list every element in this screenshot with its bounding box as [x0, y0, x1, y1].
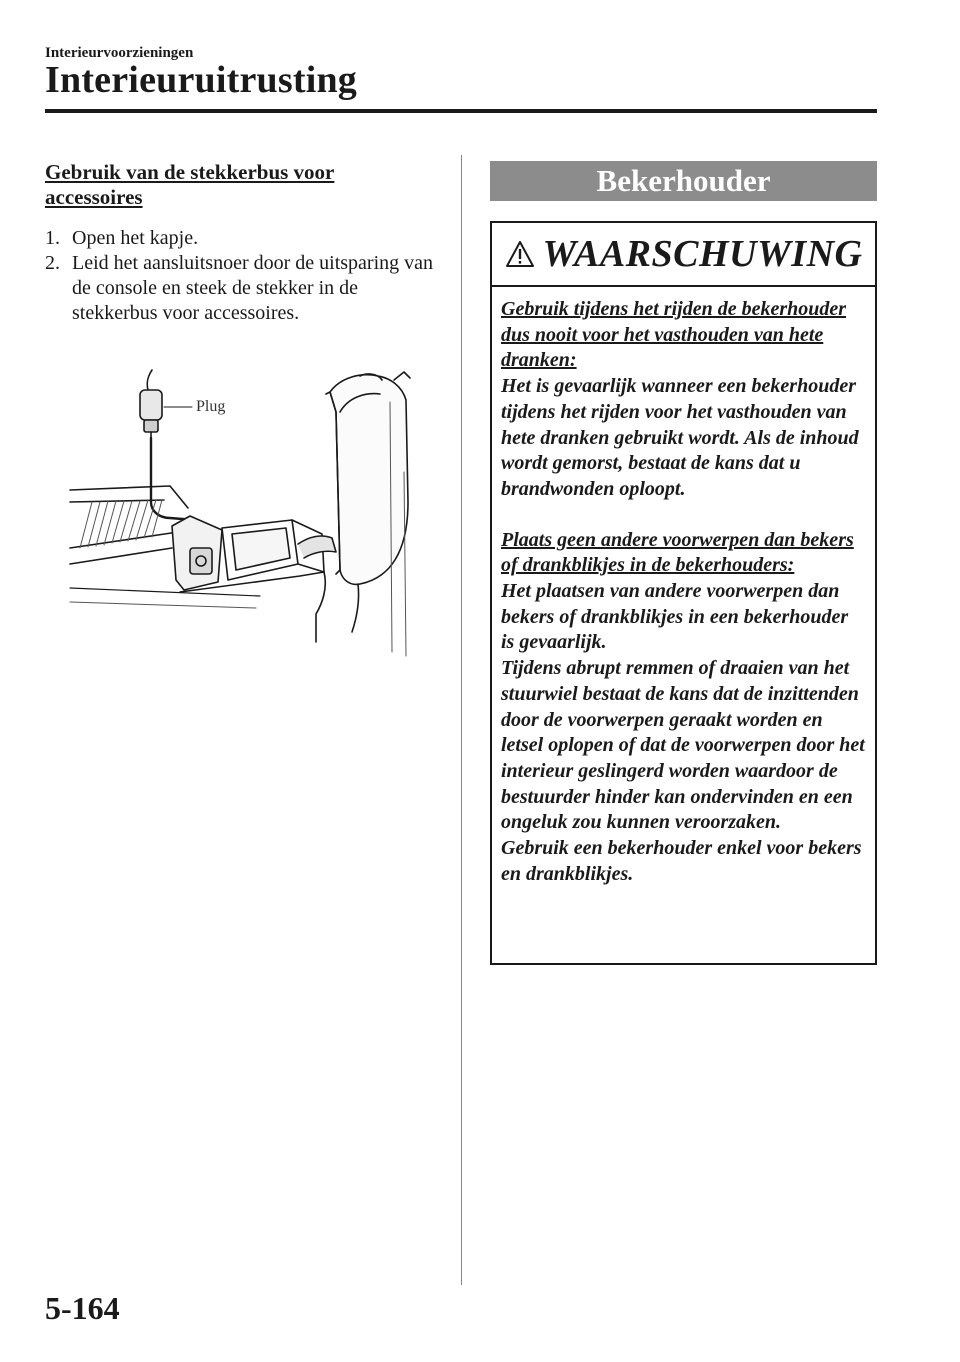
- warning-triangle-icon: [505, 240, 535, 268]
- left-column: [45, 160, 445, 326]
- step-number: 2.: [45, 252, 60, 274]
- page-title: Interieuruitrusting: [45, 59, 358, 101]
- step-text: Leid het aansluitsnoer door de uitsparing van de console en steek de stekker in de stekkerbus voor accessoires.: [72, 252, 434, 324]
- warning-text: Gebruik een bekerhouder enkel voor bekers en drankblikjes.: [501, 837, 862, 885]
- step-item: [45, 226, 445, 251]
- steps-list: [45, 226, 445, 326]
- step-number: 1.: [45, 227, 60, 249]
- warning-subtitle-hot-drinks: Gebruik tijdens het rijden de bekerhouder dus nooit voor het vasthouden van hete dranken:: [501, 298, 847, 372]
- warning-text: Het is gevaarlijk wanneer een bekerhouder tijdens het rijden voor het vasthouden van hete dranken gebruikt wordt. Als de inhoud wordt gemorst, bestaat de kans dat u brandwonden oploopt.: [501, 375, 859, 500]
- column-divider: [461, 155, 462, 1285]
- header-rule: [45, 109, 877, 113]
- page-number: 5-164: [45, 1290, 120, 1326]
- warning-text: Het plaatsen van andere voorwerpen dan bekers of drankblikjes in een bekerhouder is gevaarlijk.: [501, 580, 849, 654]
- warning-subtitle-objects: Plaats geen andere voorwerpen dan bekers of drankblikjes in de bekerhouders:: [501, 528, 854, 577]
- console-socket-illustration: [60, 352, 420, 662]
- breadcrumb: Interieurvoorzieningen: [45, 45, 194, 61]
- step-item: [45, 251, 445, 326]
- figure-label-plug: Plug: [196, 398, 226, 415]
- section-heading-accessory-socket: Gebruik van de stekkerbus voor accessoires: [45, 160, 335, 209]
- section-banner-cupholder: Bekerhouder: [490, 161, 877, 201]
- warning-title: WAARSCHUWING: [542, 233, 863, 275]
- warning-body: [492, 287, 875, 887]
- warning-box: [490, 221, 877, 965]
- warning-header: [492, 223, 875, 287]
- step-text: Open het kapje.: [72, 227, 199, 249]
- warning-text: Tijdens abrupt remmen of draaien van het stuurwiel bestaat de kans dat de inzittenden door de voorwerpen geraakt worden en letsel oplopen of dat de voorwerpen door het interieur geslingerd worden waardoor de bestuurder hinder kan ondervinden en een ongeluk zou kunnen veroorzaken.: [501, 657, 865, 834]
